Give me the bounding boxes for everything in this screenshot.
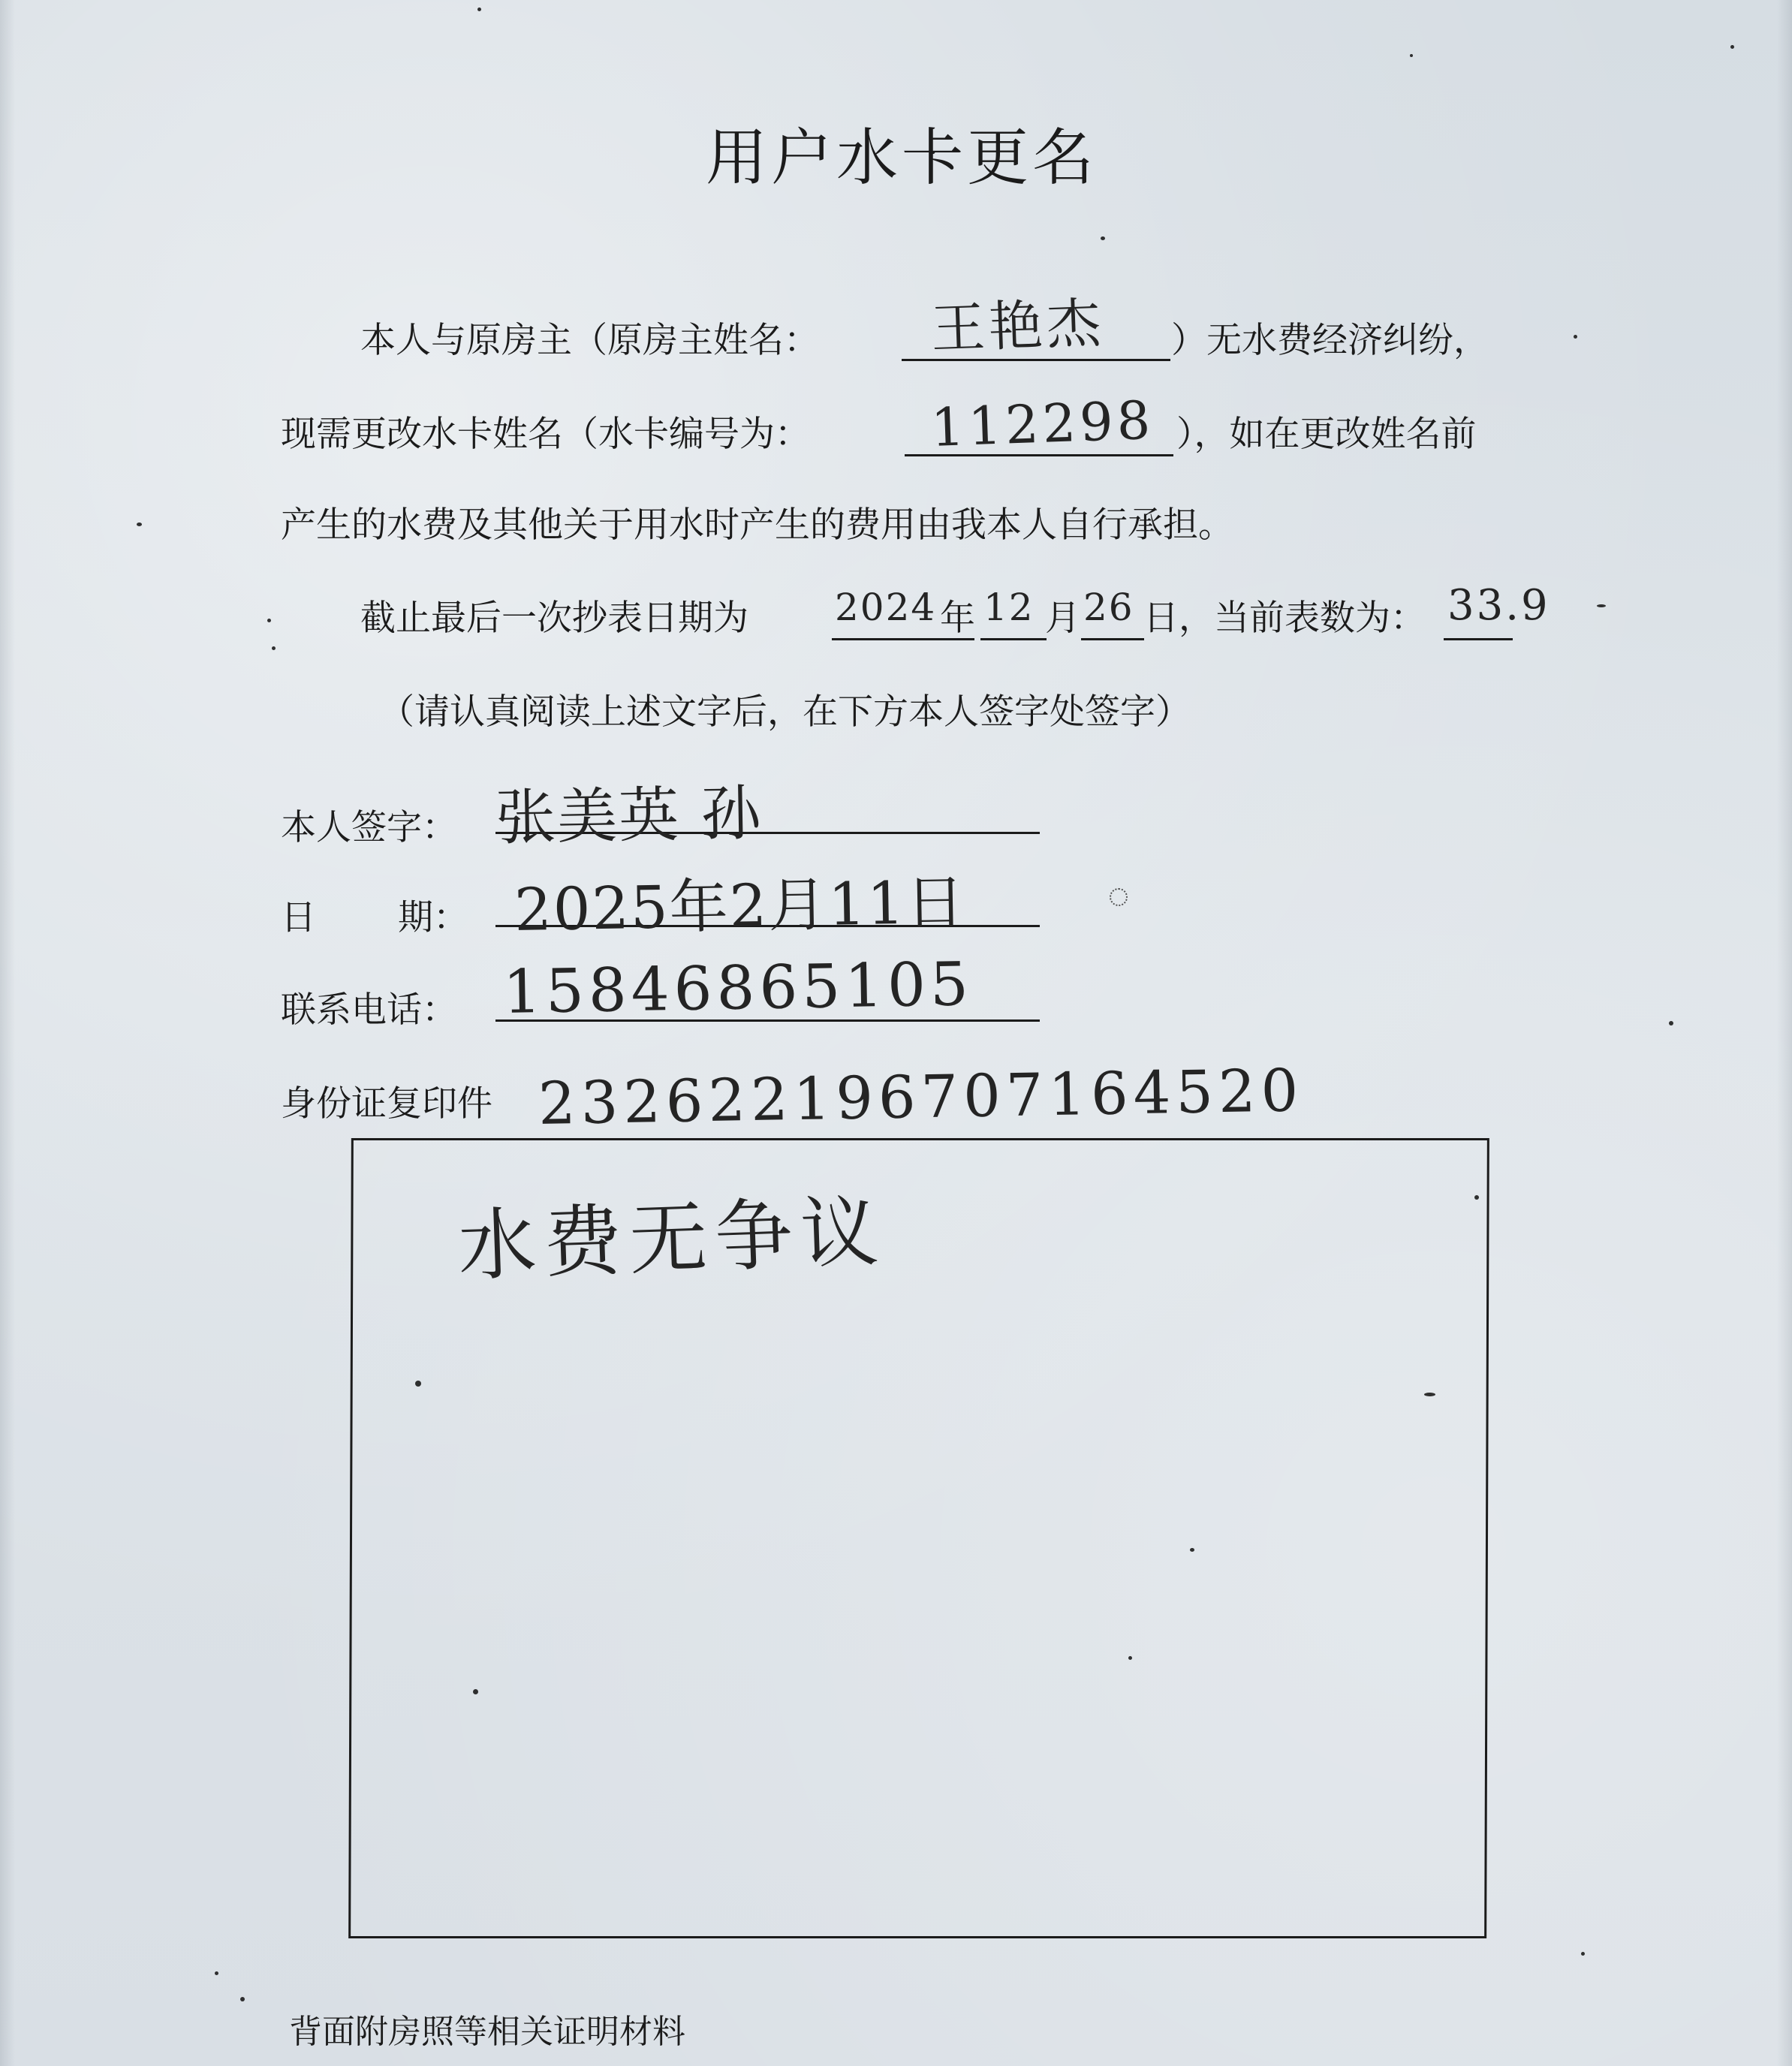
scan-speck (1581, 1952, 1585, 1956)
date-label-char-1: 日 (281, 897, 316, 938)
scan-speck (1574, 335, 1577, 339)
scan-speck (272, 646, 276, 650)
statement-year-unit: 年 (940, 598, 975, 639)
scan-speck (240, 1997, 245, 2001)
statement-line-2-after: ），如在更改姓名前 (1176, 414, 1477, 455)
statement-line-4-before: 截止最后一次抄表日期为 (360, 598, 748, 639)
document-title: 用户水卡更名 (706, 122, 1098, 194)
scan-smudge (1110, 888, 1128, 906)
scan-speck (477, 8, 481, 11)
original-owner-handwriting: 王艳杰 (929, 291, 1106, 360)
reading-year-handwriting: 2024 (835, 586, 937, 629)
date-handwriting: 2025年2月11日 (514, 869, 967, 944)
scan-speck (1190, 1548, 1194, 1552)
reading-day-handwriting: 26 (1083, 586, 1134, 629)
statement-line-2-before: 现需更改水卡姓名（水卡编号为： (281, 414, 810, 455)
signature-handwriting: 张美英 孙 (495, 778, 763, 853)
scan-speck (1128, 1656, 1132, 1660)
phone-label: 联系电话： (281, 989, 457, 1031)
scan-speck (1101, 236, 1105, 240)
reading-month-handwriting: 12 (983, 586, 1035, 629)
box-note-handwriting: 水费无争议 (456, 1185, 888, 1292)
scan-speck (215, 1971, 218, 1975)
scan-speck (1669, 1021, 1673, 1025)
statement-month-unit: 月 (1045, 598, 1080, 639)
scan-speck (1597, 604, 1606, 607)
scan-speck (415, 1381, 421, 1387)
instruction-line: （请认真阅读上述文字后，在下方本人签字处签字） (379, 691, 1191, 733)
scan-speck (267, 619, 271, 622)
scan-speck (137, 523, 142, 526)
card-number-handwriting: 112298 (929, 389, 1155, 459)
footer-note: 背面附房照等相关证明材料 (289, 2013, 685, 2051)
scan-speck (473, 1689, 478, 1694)
meter-reading-handwriting: 33.9 (1447, 581, 1550, 630)
id-copy-label: 身份证复印件 (281, 1083, 492, 1125)
scan-speck (1424, 1393, 1435, 1396)
statement-day-and-reading-label: 日，当前表数为： (1143, 598, 1426, 639)
signature-label: 本人签字： (281, 807, 457, 848)
statement-line-3: 产生的水费及其他关于用水时产生的费用由我本人自行承担。 (281, 504, 1233, 546)
id-number-handwriting: 232622196707164520 (538, 1057, 1304, 1138)
statement-line-1-before: 本人与原房主（原房主姓名： (360, 320, 819, 361)
phone-handwriting: 15846865105 (502, 949, 974, 1027)
date-label (281, 890, 468, 940)
scan-speck (1474, 1195, 1479, 1200)
scan-speck (1730, 45, 1734, 49)
statement-line-1-after: ）无水费经济纠纷， (1171, 320, 1489, 361)
date-label-char-2: 期： (398, 897, 468, 938)
scan-speck (1410, 54, 1413, 57)
